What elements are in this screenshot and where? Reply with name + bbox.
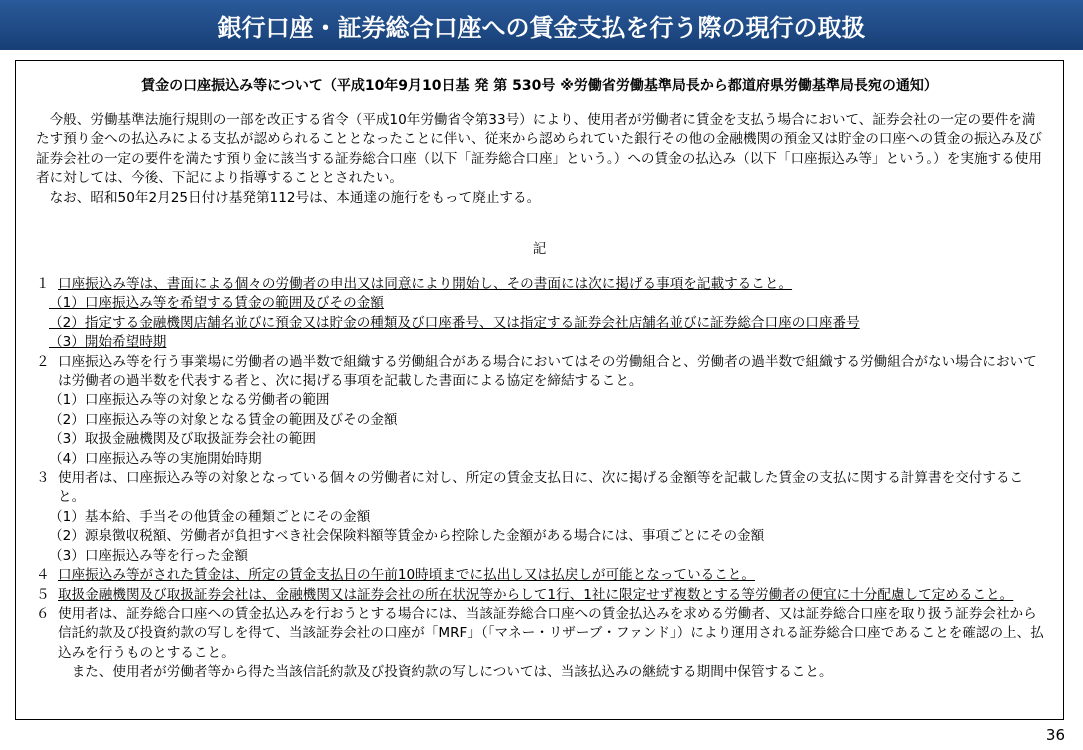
intro-paragraph: 今般、労働基準法施行規則の一部を改正する省令（平成10年労働省令第33号）により、使用者が労働者に賃金を支払う場合において、証券会社の一定の要件を満たす預り金への払込みによる支払が認められることとなったことに伴い、従来から認められていた銀行その他の金融機関の預金又は貯金の口座への賃金の振込み及び証券会社の一定の要件を満たす預り金に該当する証券総合口座（以下「証券総合口座」という。）への賃金の払込み（以下「口座振込み等」という。）を実施する使用者に対しては、今後、下記により指導することとされたい。: [36, 112, 1042, 187]
item-text: 口座振込み等がされた賃金は、所定の賃金支払日の午前10時頃までに払出し又は払戻しが可能となっていること。: [58, 567, 755, 584]
item-text: 口座振込み等を行う事業場に労働者の過半数で組織する労働組合がある場合においてはその労働組合と、労働者の過半数で組織する労働組合がない場合においては労働者の過半数を代表する者と、次に掲げる事項を記載した書面による協定を締結すること。: [58, 353, 1037, 390]
item-text: 使用者は、証券総合口座への賃金払込みを行おうとする場合には、当該証券総合口座への賃金払込みを求める労働者、又は証券総合口座を取り扱う証券会社から信託約款及び投資約款の写しを得て、当該証券会社の口座が「MRF」（「マネー・リザーブ・ファンド」）により運用される証券総合口座であることを確認の上、払込みを行うものとすること。: [58, 605, 1044, 661]
item-text: 口座振込み等は、書面による個々の労働者の申出又は同意により開始し、その書面には次に掲げる事項を記載すること。: [58, 276, 793, 292]
item-number: ６: [36, 605, 50, 622]
item-number: ２: [36, 353, 50, 370]
notice-heading: 賃金の口座振込み等について（平成10年9月10日基 発 第 530号 ※労働省労働基準局長から都道府県労働基準局長宛の通知）: [141, 78, 938, 94]
page-number: 36: [1045, 726, 1065, 744]
item-number: ５: [36, 586, 50, 603]
sub-item: （3）開始希望時期: [49, 334, 167, 351]
sub-item: （1）口座振込み等を希望する賃金の範囲及びその金額: [49, 295, 384, 312]
sub-item: （3）口座振込み等を行った金額: [49, 547, 248, 564]
item-followup-text: また、使用者が労働者等から得た当該信託約款及び投資約款の写しについては、当該払込みの継続する期間中保管すること。: [71, 664, 833, 681]
sub-item: （2）指定する金融機関店舗名並びに預金又は貯金の種類及び口座番号、又は指定する証券会社店舗名並びに証券総合口座の口座番号: [49, 314, 860, 331]
item-number: ３: [36, 470, 50, 487]
slide-title: 銀行口座・証券総合口座への賃金支払を行う際の現行の取扱: [217, 13, 866, 42]
list-item: [36, 353, 1049, 392]
title-bar: [0, 0, 1083, 50]
notice-items: [36, 275, 1049, 683]
sub-item: （3）取扱金融機関及び取扱証券会社の範囲: [49, 431, 316, 448]
list-item: [36, 469, 1049, 508]
intro-paragraph: なお、昭和50年2月25日付け基発第112号は、本通達の施行をもって廃止する。: [49, 189, 541, 206]
item-number: １: [36, 276, 50, 292]
ki-label: 記: [532, 241, 547, 257]
sub-item: （1）基本給、手当その他賃金の種類ごとにその金額: [49, 508, 371, 525]
item-text: 使用者は、口座振込み等の対象となっている個々の労働者に対し、所定の賃金支払日に、次に掲げる金額等を記載した賃金の支払に関する計算書を交付すること。: [58, 470, 1024, 506]
list-item: [36, 586, 1049, 605]
sub-item: （2）源泉徴収税額、労働者が負担すべき社会保険料額等賃金から控除した金額がある場合には、事項ごとにその金額: [49, 528, 765, 545]
notice-frame: [15, 60, 1064, 720]
sub-item: （2）口座振込み等の対象となる賃金の範囲及びその金額: [49, 411, 398, 428]
list-item: [36, 566, 1049, 585]
list-item: [36, 605, 1049, 663]
list-item: [36, 275, 1049, 294]
item-text: 取扱金融機関及び取扱証券会社は、金融機関又は証券会社の所在状況等からして1行、1社に限定せず複数とする等労働者の便宜に十分配慮して定めること。: [58, 586, 1014, 603]
notice-intro: [36, 111, 1047, 208]
item-number: ４: [36, 567, 50, 584]
sub-item: （1）口座振込み等の対象となる労働者の範囲: [49, 392, 330, 409]
sub-item: （4）口座振込み等の実施開始時期: [49, 450, 262, 467]
